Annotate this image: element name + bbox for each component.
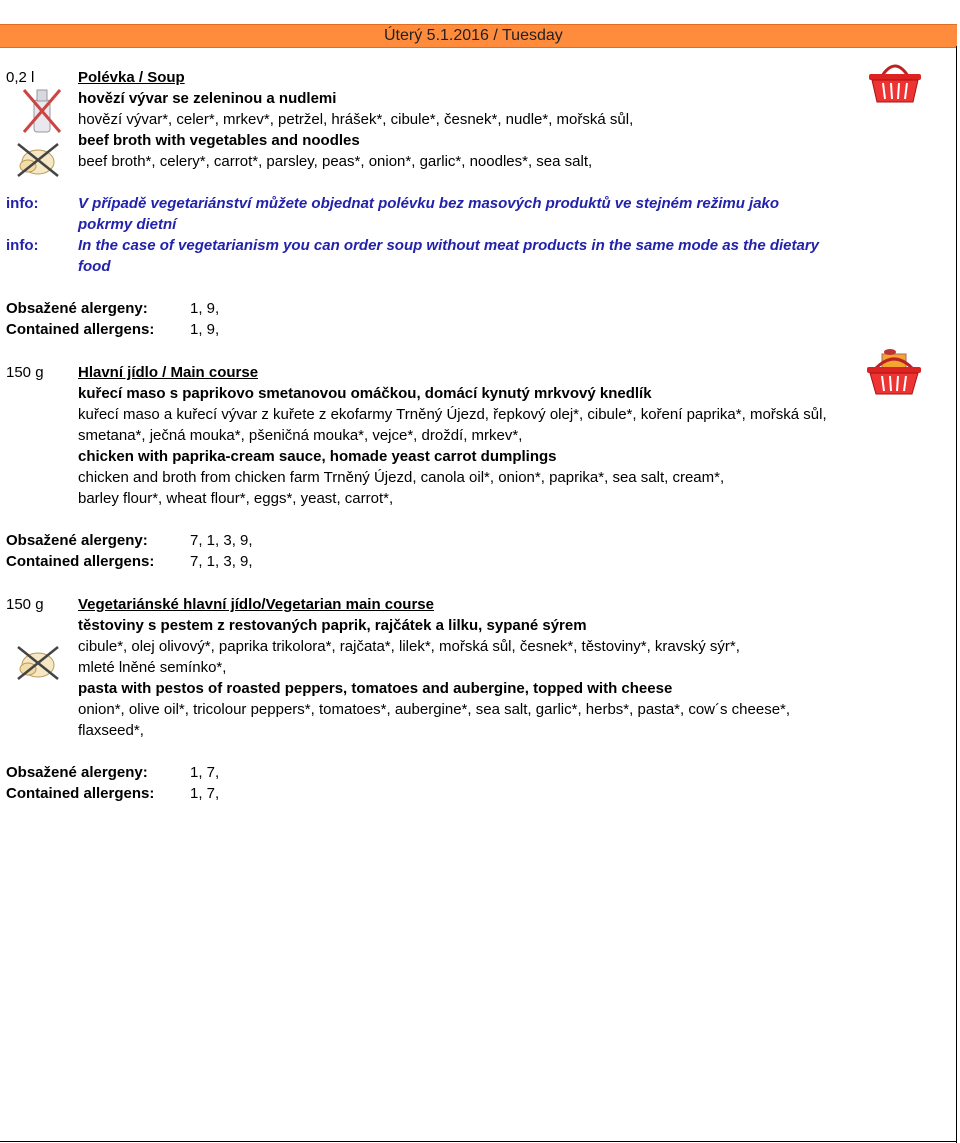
main-title: Hlavní jídlo / Main course: [78, 364, 259, 381]
veg-name-cz: těstoviny s pestem z restovaných paprik, rajčátek a lilku, sypané sýrem: [78, 617, 587, 634]
veg-ingredients-en-line2: flaxseed*,: [78, 722, 144, 739]
veg-ingredients-cz-line2: mleté lněné semínko*,: [78, 659, 227, 676]
veg-title: Vegetariánské hlavní jídlo/Vegetarian main course: [78, 596, 434, 613]
date-header-bar: [0, 24, 957, 48]
veg-ingredients-cz-line1: cibule*, olej olivový*, paprika trikolora*, rajčata*, lilek*, mořská sůl, česnek*, těstoviny*, kravský sýr*,: [78, 638, 740, 655]
soup-info-cz-line1: V případě vegetariánství můžete objednat polévku bez masových produktů ve stejném režimu jako: [78, 195, 780, 212]
soup-allergens-en-label: Contained allergens:: [6, 321, 155, 338]
main-ingredients-cz-line2: smetana*, ječná mouka*, pšeničná mouka*, vejce*, droždí, mrkev*,: [78, 427, 523, 444]
veg-allergens-en: 1, 7,: [190, 785, 220, 802]
bottom-border: [0, 1141, 957, 1142]
main-ingredients-en-line2: barley flour*, wheat flour*, eggs*, yeast, carrot*,: [78, 490, 394, 507]
soup-info-en-line2: food: [78, 258, 111, 275]
main-allergens-cz-label: Obsažené alergeny:: [6, 532, 148, 549]
main-allergens-en: 7, 1, 3, 9,: [190, 553, 253, 570]
veg-allergens-en-label: Contained allergens:: [6, 785, 155, 802]
veg-ingredients-en-line1: onion*, olive oil*, tricolour peppers*, tomatoes*, aubergine*, sea salt, garlic*, herbs*, pasta*, cow´s cheese*,: [78, 701, 791, 718]
soup-amount: 0,2 l: [6, 69, 35, 86]
veg-allergens-cz-label: Obsažené alergeny:: [6, 764, 148, 781]
no-egg-icon: [14, 140, 62, 180]
shopping-basket-icon: [864, 348, 924, 398]
soup-info-cz-line2: pokrmy dietní: [78, 216, 177, 233]
soup-ingredients-cz: hovězí vývar*, celer*, mrkev*, petržel, hrášek*, cibule*, česnek*, nudle*, mořská sůl,: [78, 111, 634, 128]
no-egg-icon: [14, 643, 62, 683]
main-name-cz: kuřecí maso s paprikovo smetanovou omáčkou, domácí kynutý mrkvový knedlík: [78, 385, 652, 402]
soup-name-cz: hovězí vývar se zeleninou a nudlemi: [78, 90, 337, 107]
main-ingredients-en-line1: chicken and broth from chicken farm Trněný Újezd, canola oil*, onion*, paprika*, sea salt, cream*,: [78, 469, 725, 486]
soup-allergens-cz-label: Obsažené alergeny:: [6, 300, 148, 317]
soup-title: Polévka / Soup: [78, 69, 185, 86]
veg-name-en: pasta with pestos of roasted peppers, tomatoes and aubergine, topped with cheese: [78, 680, 673, 697]
main-allergens-cz: 7, 1, 3, 9,: [190, 532, 253, 549]
soup-ingredients-en: beef broth*, celery*, carrot*, parsley, peas*, onion*, garlic*, noodles*, sea salt,: [78, 153, 593, 170]
info-label-cz: info:: [6, 195, 39, 212]
soup-allergens-en: 1, 9,: [190, 321, 220, 338]
right-border: [956, 46, 957, 1143]
no-milk-icon: [20, 86, 64, 136]
main-amount: 150 g: [6, 364, 44, 381]
info-label-en: info:: [6, 237, 39, 254]
veg-allergens-cz: 1, 7,: [190, 764, 220, 781]
main-ingredients-cz-line1: kuřecí maso a kuřecí vývar z kuřete z ekofarmy Trněný Újezd, řepkový olej*, cibule*, koření paprika*, mořská sůl,: [78, 406, 827, 423]
menu-date: Úterý 5.1.2016 / Tuesday: [384, 27, 563, 44]
main-allergens-en-label: Contained allergens:: [6, 553, 155, 570]
soup-info-en-line1: In the case of vegetarianism you can order soup without meat products in the same mode as the dietary: [78, 237, 820, 254]
main-name-en: chicken with paprika-cream sauce, homade yeast carrot dumplings: [78, 448, 557, 465]
soup-allergens-cz: 1, 9,: [190, 300, 220, 317]
veg-amount: 150 g: [6, 596, 44, 613]
shopping-basket-icon: [866, 56, 924, 108]
soup-name-en: beef broth with vegetables and noodles: [78, 132, 360, 149]
